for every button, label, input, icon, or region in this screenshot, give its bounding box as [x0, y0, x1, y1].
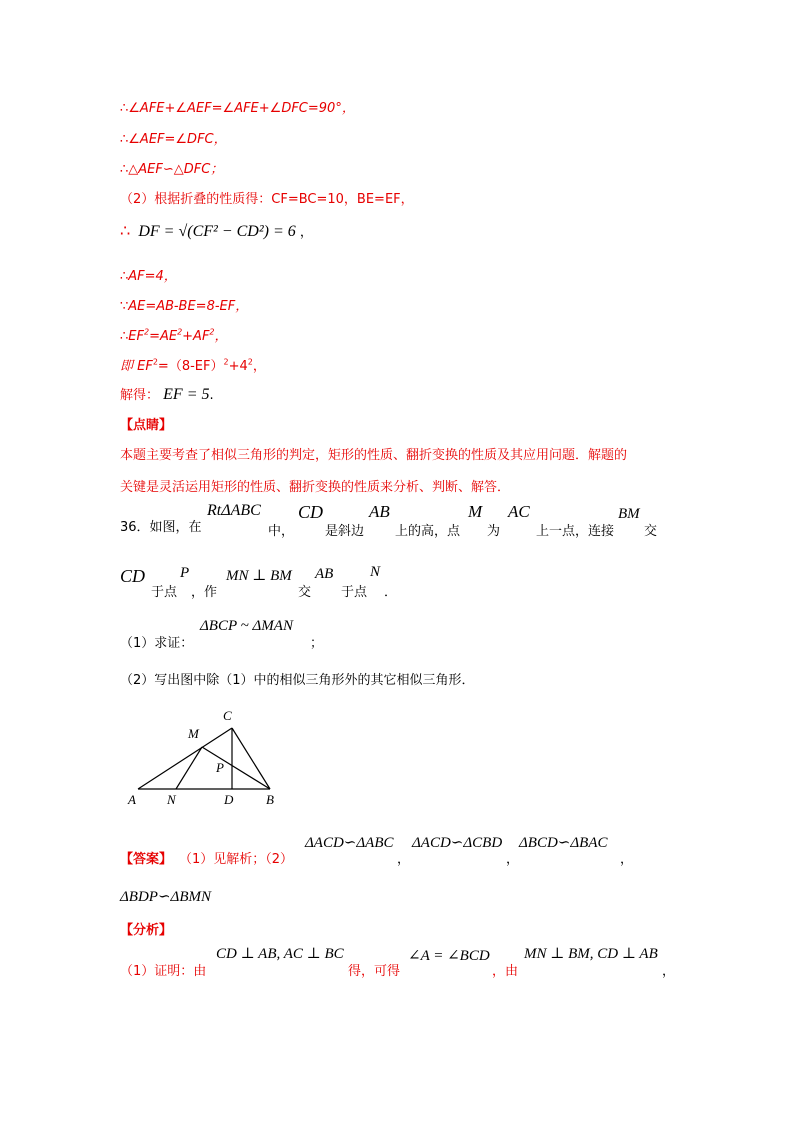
- text: 为: [487, 524, 501, 539]
- solution-line-8: [120, 328, 228, 346]
- text: ，作: [191, 585, 218, 600]
- df-formula: DF = √(CF² − CD²) = 6: [138, 223, 296, 240]
- text: ；: [310, 636, 324, 651]
- solution-line-2: ∴∠AEF=∠DFC，: [120, 132, 227, 147]
- eq-part: ，: [214, 329, 228, 344]
- ab-label: AB: [369, 502, 390, 521]
- solve-label: 解得：: [120, 388, 160, 403]
- line-ac: [138, 728, 232, 789]
- similar-pair-3: ΔBCD∽ΔBAC: [519, 835, 608, 851]
- question-1-formula: ΔBCP ~ ΔMAN: [200, 618, 293, 634]
- problem-number: 36．如图，在: [120, 520, 202, 535]
- text: ．: [384, 585, 398, 600]
- rt-abc: RtΔABC: [207, 502, 261, 519]
- similar-pair-1: ΔACD∽ΔABC: [305, 835, 394, 851]
- ab-label-2: AB: [315, 566, 334, 582]
- therefore-symbol: ∴: [120, 221, 131, 240]
- eq-part: +AF: [182, 329, 210, 344]
- text: 上的高，点: [395, 524, 461, 539]
- n-label: N: [370, 564, 381, 580]
- line-mn: [176, 747, 202, 789]
- line-bm: [202, 747, 270, 789]
- period: .: [209, 388, 214, 403]
- cd-label-2: CD: [120, 566, 146, 586]
- solution-line-4: （2）根据折叠的性质得：CF=BC=10，BE=EF，: [120, 192, 414, 207]
- eq-part: =AE: [149, 329, 178, 344]
- line-bc: [232, 728, 270, 789]
- triangle-figure: [120, 700, 290, 810]
- point-c-label: C: [223, 708, 232, 723]
- point-a-label: A: [128, 792, 136, 807]
- text: 是斜边: [325, 524, 365, 539]
- similar-pair-4: ΔBDP∽ΔBMN: [120, 889, 211, 905]
- analysis-formula-3: MN ⊥ BM, CD ⊥ AB: [524, 946, 658, 962]
- exp: 2: [223, 357, 229, 367]
- separator: ，: [397, 852, 411, 867]
- exp: 2: [152, 357, 158, 367]
- point-b-label: B: [266, 792, 274, 807]
- text: 中，: [268, 524, 295, 539]
- solution-line-6: ∴AF=4，: [120, 269, 177, 284]
- analysis-text-2: 得，可得: [348, 964, 401, 979]
- analysis-formula-1: CD ⊥ AB, AC ⊥ BC: [216, 946, 344, 962]
- text: 交: [298, 585, 312, 600]
- analysis-formula-2: ∠A = ∠BCD: [408, 948, 490, 964]
- cd-label: CD: [298, 502, 324, 522]
- exp: 2: [177, 327, 183, 337]
- eq-part: 即 EF: [120, 359, 153, 374]
- answer-part-1: （1）见解析；（2）: [179, 852, 294, 867]
- comma: ，: [299, 225, 313, 240]
- question-2: （2）写出图中除（1）中的相似三角形外的其它相似三角形．: [120, 673, 475, 688]
- mn-perp-bm: MN ⊥ BM: [226, 568, 292, 584]
- ef-result: EF = 5: [163, 386, 210, 403]
- answer-heading: 【答案】: [120, 852, 173, 867]
- analysis-text-1: （1）证明：由: [120, 964, 207, 979]
- review-paragraph-2: 关键是灵活运用矩形的性质、翻折变换的性质来分析、判断、解答．: [120, 480, 511, 495]
- exp: 2: [247, 357, 253, 367]
- separator: ，: [506, 852, 520, 867]
- eq-part: +4: [228, 359, 248, 374]
- separator: ，: [620, 852, 634, 867]
- similar-pair-2: ΔACD∽ΔCBD: [412, 835, 503, 851]
- eq-part: =（8-EF）: [157, 359, 224, 374]
- solution-line-3: ∴△AEF∽△DFC；: [120, 162, 224, 177]
- review-paragraph-1: 本题主要考查了相似三角形的判定，矩形的性质、翻折变换的性质及其应用问题．解题的: [120, 448, 628, 463]
- eq-part: ∴EF: [120, 329, 144, 344]
- text: 上一点，连接: [536, 524, 615, 539]
- question-1-label: （1）求证：: [120, 636, 194, 651]
- solution-line-7: ∵AE=AB-BE=8-EF，: [120, 299, 249, 314]
- text: 交: [644, 524, 658, 539]
- m-label: M: [468, 502, 483, 521]
- exp: 2: [209, 327, 215, 337]
- point-n-label: N: [167, 792, 176, 807]
- analysis-text-3: ，由: [492, 964, 519, 979]
- exp: 2: [143, 327, 150, 337]
- p-label: P: [180, 565, 190, 581]
- point-p-label: P: [216, 760, 224, 775]
- solution-line-9: [120, 358, 266, 376]
- text: 于点: [151, 585, 178, 600]
- text: 于点: [341, 585, 368, 600]
- solution-line-5: [120, 222, 313, 246]
- review-heading: 【点睛】: [120, 418, 173, 433]
- point-d-label: D: [224, 792, 234, 807]
- analysis-heading: 【分析】: [120, 923, 173, 938]
- solution-line-10: [120, 386, 214, 405]
- eq-part: ，: [252, 359, 266, 374]
- point-m-label: M: [188, 726, 199, 741]
- solution-line-1: ∴∠AFE+∠AEF=∠AFE+∠DFC=90°，: [120, 101, 355, 116]
- analysis-text-4: ，: [662, 964, 676, 979]
- bm-label: BM: [618, 506, 640, 522]
- ac-label: AC: [508, 502, 530, 521]
